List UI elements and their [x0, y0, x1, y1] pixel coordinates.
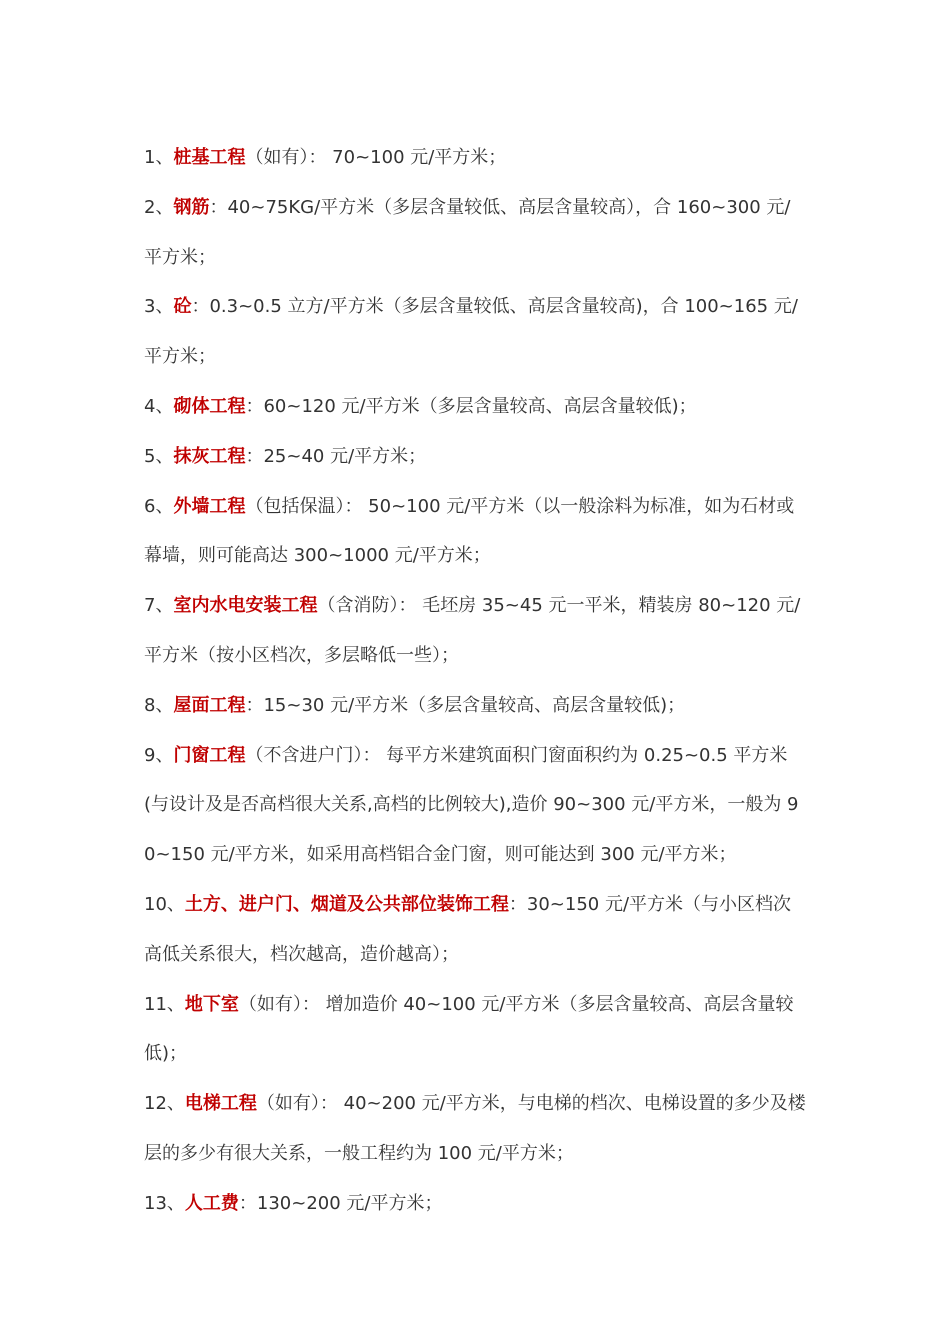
item-term: 地下室	[184, 993, 239, 1015]
item-term: 土方、进户门、烟道及公共部位装饰工程	[184, 893, 509, 915]
list-item-10	[144, 880, 808, 980]
item-text: ：15~30 元/平方米（多层含量较高、高层含量较低)；	[245, 694, 686, 716]
item-text: （包括保温）： 50~100 元/平方米（以一般涂料为标准，如为石材或幕墙，则可能高达 300~1000 元/平方米；	[144, 495, 795, 567]
item-text: ：60~120 元/平方米（多层含量较高、高层含量较低)；	[245, 395, 697, 417]
item-number: 4、	[144, 395, 174, 417]
item-text: （如有）： 增加造价 40~100 元/平方米（多层含量较高、高层含量较低)；	[144, 993, 794, 1065]
item-number: 13、	[144, 1192, 185, 1214]
list-item-12	[144, 1079, 808, 1179]
item-term: 外墙工程	[173, 495, 246, 517]
item-number: 3、	[144, 296, 174, 318]
item-text: ：40~75KG/平方米（多层含量较低、高层含量较高），合 160~300 元/平方米；	[144, 196, 791, 268]
list-item-13	[144, 1179, 808, 1229]
item-number: 2、	[144, 196, 174, 218]
list-item-4	[144, 382, 808, 432]
item-term: 电梯工程	[184, 1093, 257, 1115]
item-number: 7、	[144, 595, 174, 617]
document-body	[144, 133, 808, 1229]
item-term: 砼	[173, 296, 192, 318]
item-number: 12、	[144, 1093, 185, 1115]
list-item-5	[144, 432, 808, 482]
list-item-9	[144, 731, 808, 880]
item-term: 室内水电安装工程	[173, 595, 318, 617]
list-item-1	[144, 133, 808, 183]
item-term: 屋面工程	[173, 694, 246, 716]
list-item-11	[144, 980, 808, 1080]
item-term: 桩基工程	[173, 147, 246, 168]
list-item-6	[144, 482, 808, 582]
item-term: 砌体工程	[173, 395, 246, 417]
item-number: 11、	[144, 993, 185, 1015]
list-item-8	[144, 681, 808, 731]
item-text: ：0.3~0.5 立方/平方米（多层含量较低、高层含量较高)，合 100~165 元/平方米；	[144, 296, 798, 368]
list-item-3	[144, 282, 808, 382]
item-text: （不含进户门）： 每平方米建筑面积门窗面积约为 0.25~0.5 平方米(与设计及是否高档很大关系,高档的比例较大),造价 90~300 元/平方米，一般为 90~150 元/平方米，如采用高档铝合金门窗，则可能达到 300 元/平方米；	[144, 744, 799, 866]
item-number: 5、	[144, 445, 174, 467]
item-number: 1、	[144, 147, 174, 168]
item-number: 6、	[144, 495, 174, 517]
item-term: 钢筋	[173, 196, 210, 218]
item-term: 人工费	[184, 1192, 239, 1214]
item-text: ：30~150 元/平方米（与小区档次高低关系很大，档次越高，造价越高）；	[144, 893, 792, 965]
item-term: 抹灰工程	[173, 445, 246, 467]
item-text: ：130~200 元/平方米；	[238, 1192, 443, 1214]
list-item-2	[144, 183, 808, 283]
item-number: 9、	[144, 744, 174, 766]
item-term: 门窗工程	[173, 744, 246, 766]
item-text: （含消防）： 毛坯房 35~45 元一平米，精装房 80~120 元/平方米（按小区档次，多层略低一些）；	[144, 595, 801, 666]
item-text: （如有）： 70~100 元/平方米；	[245, 147, 507, 168]
item-text: （如有）： 40~200 元/平方米，与电梯的档次、电梯设置的多少及楼层的多少有很大关系，一般工程约为 100 元/平方米；	[144, 1093, 806, 1164]
list-item-7	[144, 581, 808, 681]
item-text: ：25~40 元/平方米；	[245, 445, 427, 467]
item-number: 10、	[144, 893, 185, 915]
item-number: 8、	[144, 694, 174, 716]
